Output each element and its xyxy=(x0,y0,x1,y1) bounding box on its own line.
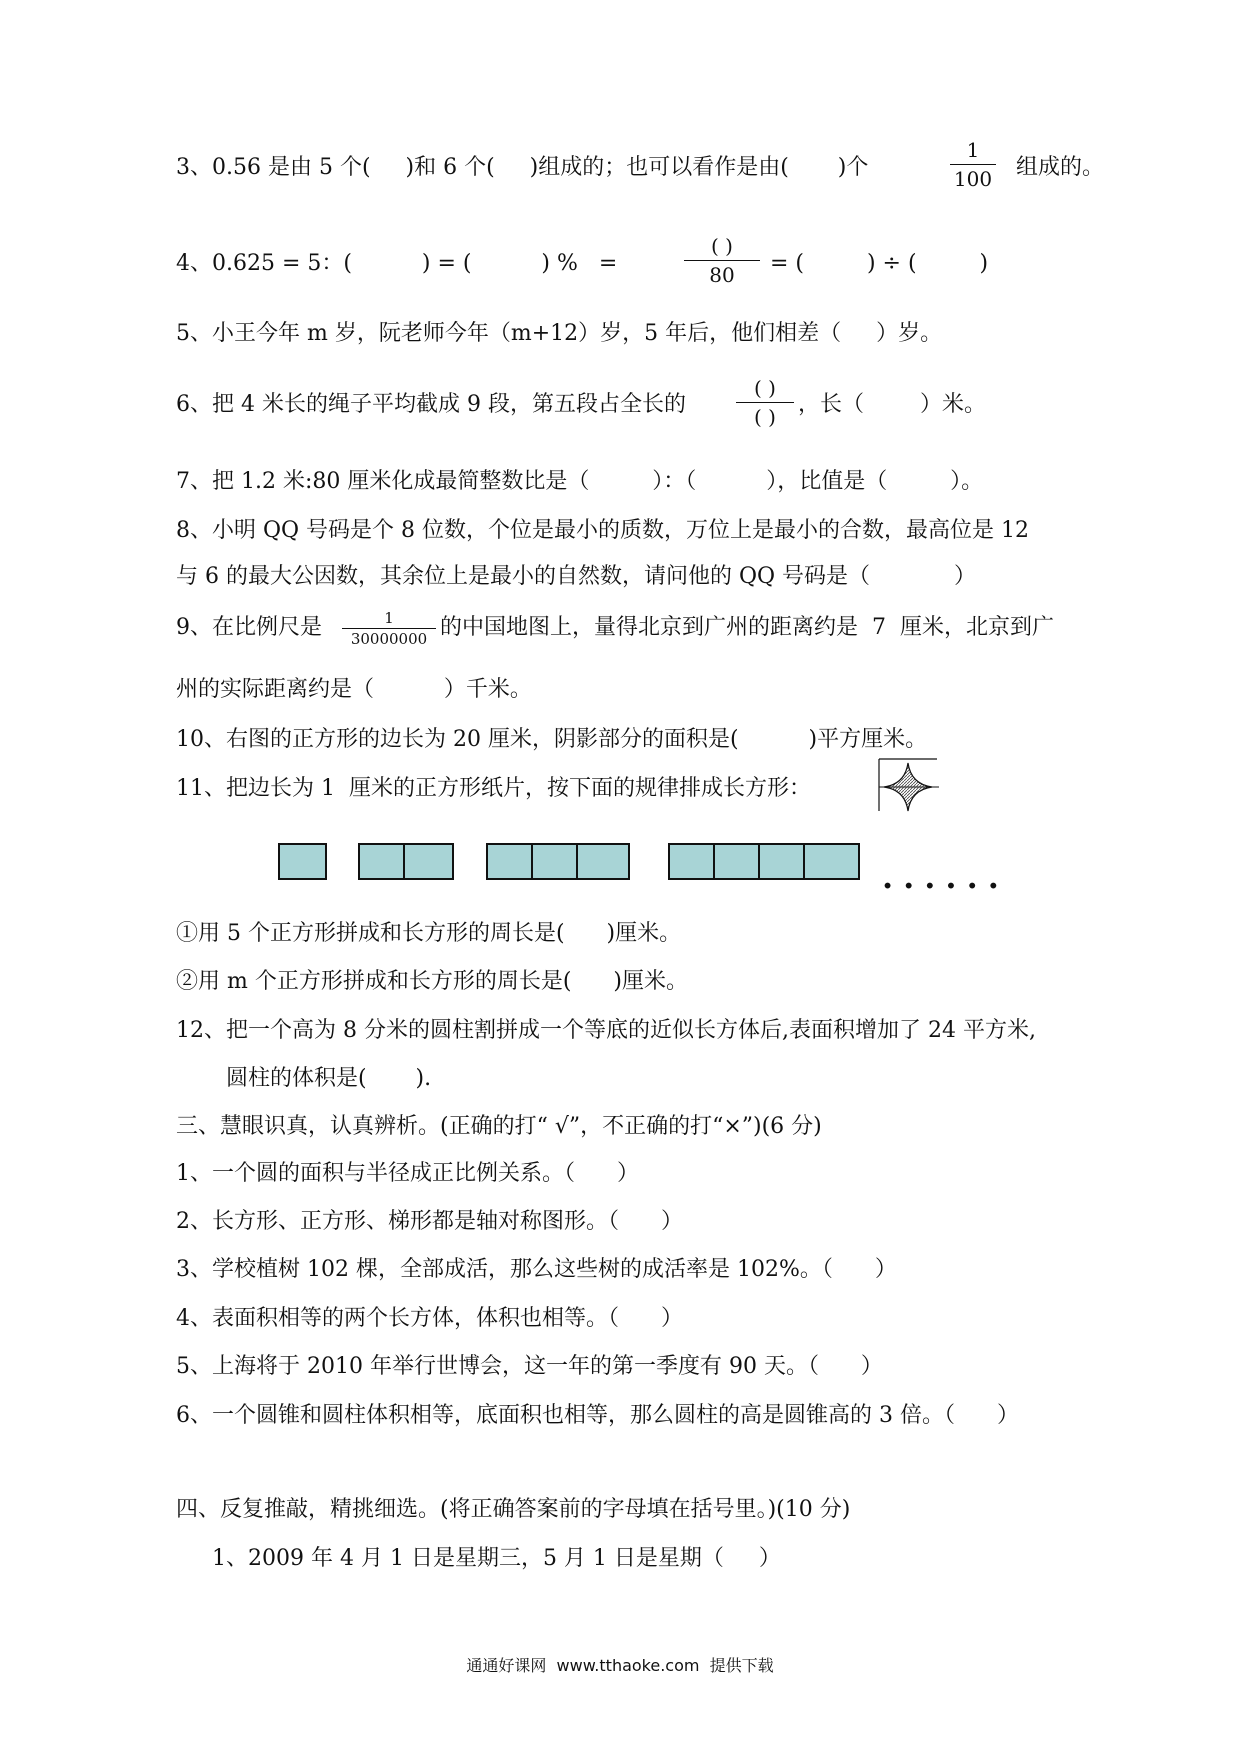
judge-item-1: 1、一个圆的面积与半径成正比例关系。（ ） xyxy=(176,1161,639,1186)
continuation-dots: ...... xyxy=(882,858,1009,896)
fraction-1-100: 1 100 xyxy=(950,137,996,192)
question-12-line-2: 圆柱的体积是( ). xyxy=(226,1066,432,1091)
question-6-end: ，长（ ）米。 xyxy=(798,392,986,417)
question-4: 4、0.625 = 5：( ) = ( ) % = xyxy=(176,251,618,276)
question-3: 3、0.56 是由 5 个( )和 6 个( )组成的；也可以看作是由( )个 xyxy=(176,155,869,180)
question-9: 9、在比例尺是 xyxy=(176,615,322,640)
unit-square xyxy=(578,845,623,878)
question-11-part-2: ②用 m 个正方形拼成和长方形的周长是( )厘米。 xyxy=(176,969,688,994)
fraction-scale: 1 30000000 xyxy=(342,609,436,648)
judge-item-6: 6、一个圆锥和圆柱体积相等，底面积也相等，那么圆柱的高是圆锥高的 3 倍。（ ） xyxy=(176,1403,1019,1428)
question-4-end: = ( ) ÷ ( ) xyxy=(770,251,989,276)
unit-square xyxy=(805,845,850,878)
question-10: 10、右图的正方形的边长为 20 厘米，阴影部分的面积是( )平方厘米。 xyxy=(176,727,928,752)
question-9-end: 的中国地图上，量得北京到广州的距离约是 7 厘米，北京到广 xyxy=(440,615,1054,640)
choice-item-1: 1、2009 年 4 月 1 日是星期三，5 月 1 日是星期（ ） xyxy=(212,1546,781,1571)
square-strip-1 xyxy=(278,843,327,880)
shaded-square-figure xyxy=(877,757,941,813)
unit-square xyxy=(280,845,325,878)
judge-item-5: 5、上海将于 2010 年举行世博会，这一年的第一季度有 90 天。（ ） xyxy=(176,1354,883,1379)
page-footer: 通通好课网 www.tthaoke.com 提供下载 xyxy=(466,1656,774,1675)
judge-item-4: 4、表面积相等的两个长方体，体积也相等。（ ） xyxy=(176,1306,683,1331)
question-3-end: 组成的。 xyxy=(1016,155,1105,180)
question-8-line-1: 8、小明 QQ 号码是个 8 位数，个位是最小的质数，万位上是最小的合数，最高位是 12 xyxy=(176,518,1030,543)
unit-square xyxy=(488,845,533,878)
question-9-line-2: 州的实际距离约是（ ）千米。 xyxy=(176,677,532,702)
fraction-blank-80: ( ) 80 xyxy=(684,233,760,288)
unit-square xyxy=(405,845,450,878)
judge-item-3: 3、学校植树 102 棵，全部成活，那么这些树的成活率是 102%。（ ） xyxy=(176,1257,897,1282)
section-4-heading: 四、反复推敲，精挑细选。(将正确答案前的字母填在括号里。)(10 分) xyxy=(176,1497,851,1522)
section-3-heading: 三、慧眼识真，认真辨析。(正确的打“ √”，不正确的打“×”)(6 分) xyxy=(176,1114,822,1139)
judge-item-2: 2、长方形、正方形、梯形都是轴对称图形。（ ） xyxy=(176,1209,683,1234)
question-8-line-2: 与 6 的最大公因数，其余位上是最小的自然数，请问他的 QQ 号码是（ ） xyxy=(176,564,976,589)
unit-square xyxy=(533,845,578,878)
unit-square xyxy=(670,845,715,878)
square-strip-4 xyxy=(668,843,860,880)
unit-square xyxy=(360,845,405,878)
question-7: 7、把 1.2 米:80 厘米化成最简整数比是（ ）：（ ），比值是（ ）。 xyxy=(176,469,984,494)
unit-square xyxy=(715,845,760,878)
question-11-part-1: ①用 5 个正方形拼成和长方形的周长是( )厘米。 xyxy=(176,921,682,946)
question-11: 11、把边长为 1 厘米的正方形纸片，按下面的规律排成长方形： xyxy=(176,776,811,801)
question-5: 5、小王今年 m 岁，阮老师今年（m+12）岁，5 年后，他们相差（ ）岁。 xyxy=(176,321,943,346)
square-strip-2 xyxy=(358,843,454,880)
fraction-blank-blank: ( ) ( ) xyxy=(736,375,794,430)
square-strip-3 xyxy=(486,843,630,880)
unit-square xyxy=(760,845,805,878)
question-12-line-1: 12、把一个高为 8 分米的圆柱割拼成一个等底的近似长方体后,表面积增加了 24 平方米, xyxy=(176,1018,1036,1043)
question-6: 6、把 4 米长的绳子平均截成 9 段，第五段占全长的 xyxy=(176,392,686,417)
